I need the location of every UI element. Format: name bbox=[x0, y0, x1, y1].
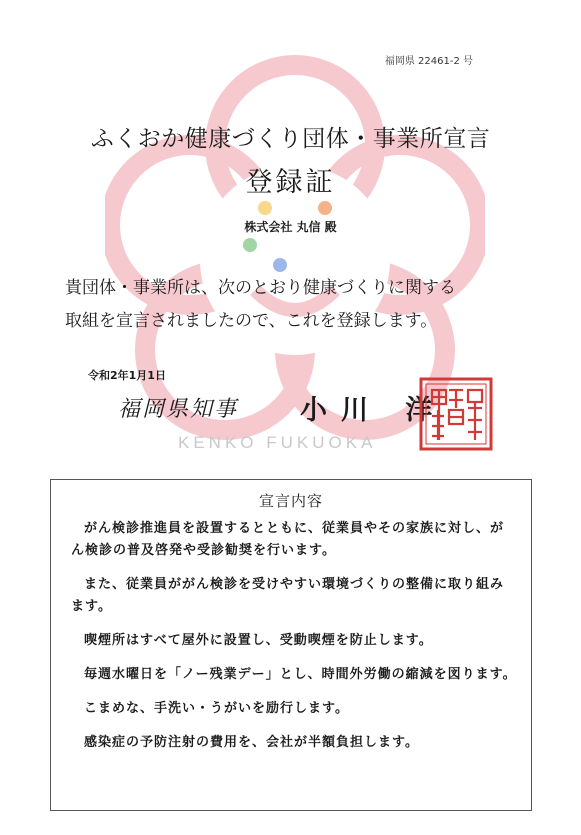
body-line-1: 貴団体・事業所は、次のとおり健康づくりに関する bbox=[65, 278, 456, 298]
declaration-item: 毎週水曜日を「ノー残業デー」とし、時間外労働の縮減を図ります。 bbox=[84, 667, 517, 682]
body-line-2: 取組を宣言されましたので、これを登録します。 bbox=[65, 311, 438, 331]
declaration-item: 感染症の予防注射の費用を、会社が半額負担します。 bbox=[84, 735, 419, 750]
declaration-item: こまめな、手洗い・うがいを励行します。 bbox=[84, 701, 349, 716]
registration-number: 福岡県 22461-2 号 bbox=[384, 56, 473, 67]
certificate-subtitle: 登録証 bbox=[245, 167, 336, 198]
kenko-fukuoka-logo-text: KENKO FUKUOKA bbox=[178, 433, 377, 452]
issue-date: 令和2年1月1日 bbox=[88, 369, 166, 382]
declaration-heading: 宣言内容 bbox=[258, 492, 323, 510]
official-seal-icon bbox=[418, 376, 494, 452]
declaration-list bbox=[71, 518, 517, 766]
certificate-title: ふくおか健康づくり団体・事業所宣言 bbox=[90, 126, 491, 152]
declaration-box bbox=[50, 479, 532, 811]
certificate-body bbox=[65, 272, 535, 338]
addressee: 株式会社 丸信 殿 bbox=[244, 220, 337, 234]
governor-name-signature: 小川 洋 bbox=[300, 395, 447, 426]
governor-title-signature: 福岡県知事 bbox=[118, 397, 239, 422]
declaration-item: がん検診推進員を設置するとともに、従業員やその家族に対し、がん検診の普及啓発や受診勧奨を行います。 bbox=[71, 521, 505, 558]
declaration-item: また、従業員ががん検診を受けやすい環境づくりの整備に取り組みます。 bbox=[71, 577, 505, 614]
declaration-item: 喫煙所はすべて屋外に設置し、受動喫煙を防止します。 bbox=[84, 633, 433, 648]
